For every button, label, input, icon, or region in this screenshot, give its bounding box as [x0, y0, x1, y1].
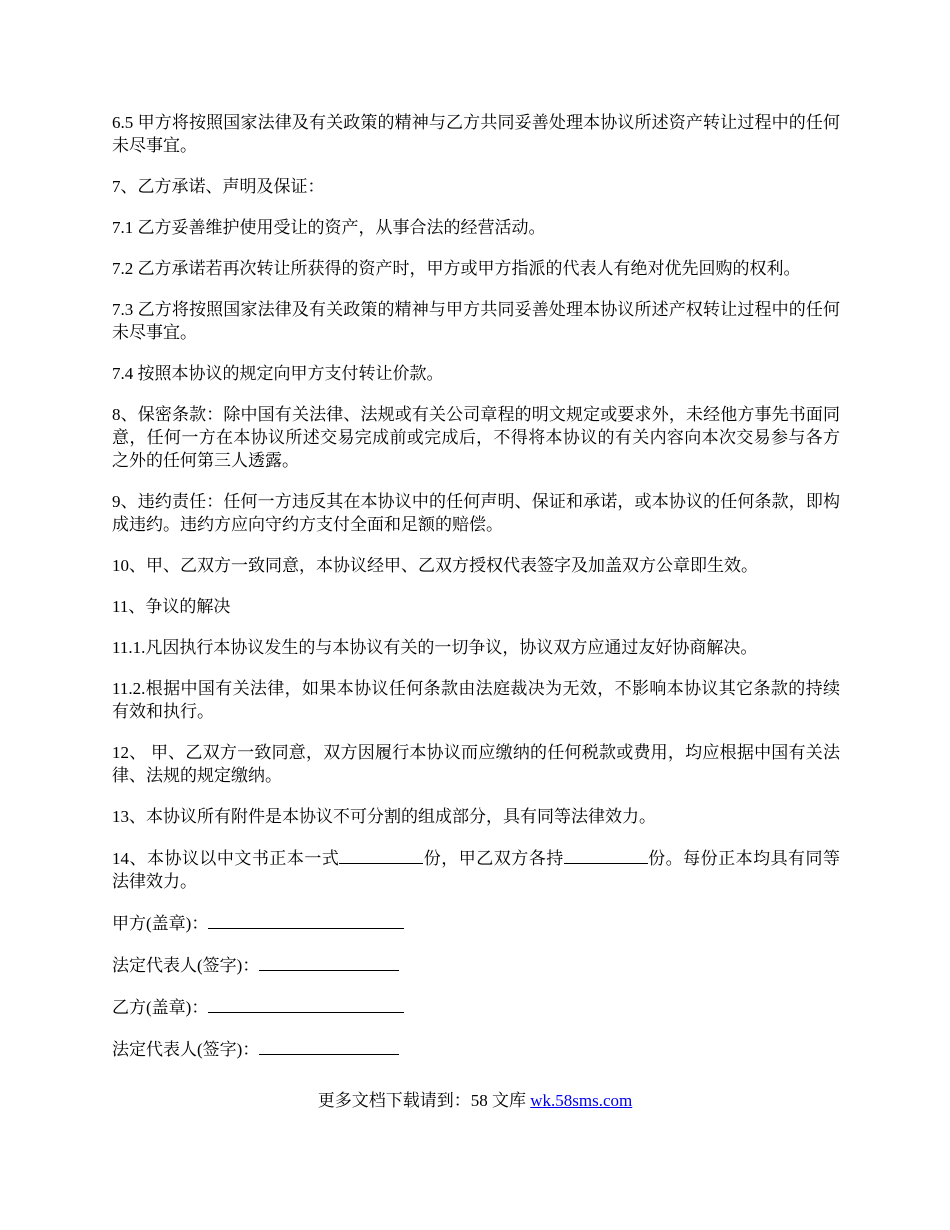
clause-7-1: 7.1 乙方妥善维护使用受让的资产，从事合法的经营活动。	[112, 218, 546, 237]
clause-12-taxes: 12、 甲、乙双方一致同意，双方因履行本协议而应缴纳的任何税款或费用，均应根据中国有关法律、法规的规定缴纳。	[112, 743, 840, 785]
clause-7-4: 7.4 按照本协议的规定向甲方支付转让价款。	[112, 364, 444, 383]
party-b-rep-line	[112, 1037, 840, 1061]
party-b-rep-blank	[259, 1037, 399, 1055]
clause-8-confidentiality: 8、保密条款：除中国有关法律、法规或有关公司章程的明文规定或要求外，未经他方事先书面同意，任何一方在本协议所述交易完成前或完成后，不得将本协议的有关内容向本次交易参与各方之外的任何第三人透露。	[112, 405, 840, 470]
clause-13-attachments: 13、本协议所有附件是本协议不可分割的组成部分，具有同等法律效力。	[112, 807, 656, 826]
clause-11-heading: 11、争议的解决	[112, 597, 231, 616]
clause-14-part1: 14、本协议以中文书正本一式	[112, 849, 340, 868]
party-a-seal-line	[112, 911, 840, 935]
clause-7-2: 7.2 乙方承诺若再次转让所获得的资产时，甲方或甲方指派的代表人有绝对优先回购的权利。	[112, 259, 801, 278]
clause-14-part2: 份，甲乙双方各持	[423, 849, 564, 868]
footer-link[interactable]: wk.58sms.com	[530, 1091, 633, 1110]
clause-14-copies	[112, 846, 840, 893]
copies-each-blank	[564, 846, 648, 864]
document-body	[112, 111, 840, 1079]
party-b-rep-label: 法定代表人(签字)：	[112, 1040, 260, 1059]
party-b-seal-label: 乙方(盖章)：	[112, 998, 209, 1017]
clause-11-1: 11.1.凡因执行本协议发生的与本协议有关的一切争议，协议双方应通过友好协商解决。	[112, 638, 758, 657]
copies-total-blank	[339, 846, 423, 864]
clause-10-effectiveness: 10、甲、乙双方一致同意，本协议经甲、乙双方授权代表签字及加盖双方公章即生效。	[112, 556, 758, 575]
clause-7-3: 7.3 乙方将按照国家法律及有关政策的精神与甲方共同妥善处理本协议所述产权转让过程中的任何未尽事宜。	[112, 300, 840, 342]
clause-9-liability: 9、违约责任：任何一方违反其在本协议中的任何声明、保证和承诺，或本协议的任何条款，即构成违约。违约方应向守约方支付全面和足额的赔偿。	[112, 492, 840, 534]
party-b-seal-blank	[208, 995, 404, 1013]
party-a-rep-line	[112, 953, 840, 977]
party-a-rep-blank	[259, 953, 399, 971]
clause-11-2: 11.2.根据中国有关法律，如果本协议任何条款由法庭裁决为无效，不影响本协议其它条款的持续有效和执行。	[112, 679, 840, 721]
clause-14-part3: 份。每份正本均具有同等法律效力。	[112, 849, 841, 891]
footer-text: 更多文档下载请到：58 文库	[317, 1091, 531, 1110]
party-b-seal-line	[112, 995, 840, 1019]
party-a-seal-label: 甲方(盖章)：	[112, 914, 209, 933]
clause-7-heading: 7、乙方承诺、声明及保证：	[112, 177, 325, 196]
party-a-rep-label: 法定代表人(签字)：	[112, 956, 260, 975]
clause-6-5: 6.5 甲方将按照国家法律及有关政策的精神与乙方共同妥善处理本协议所述资产转让过程中的任何未尽事宜。	[112, 113, 840, 155]
download-footer	[0, 1089, 950, 1112]
party-a-seal-blank	[208, 911, 404, 929]
